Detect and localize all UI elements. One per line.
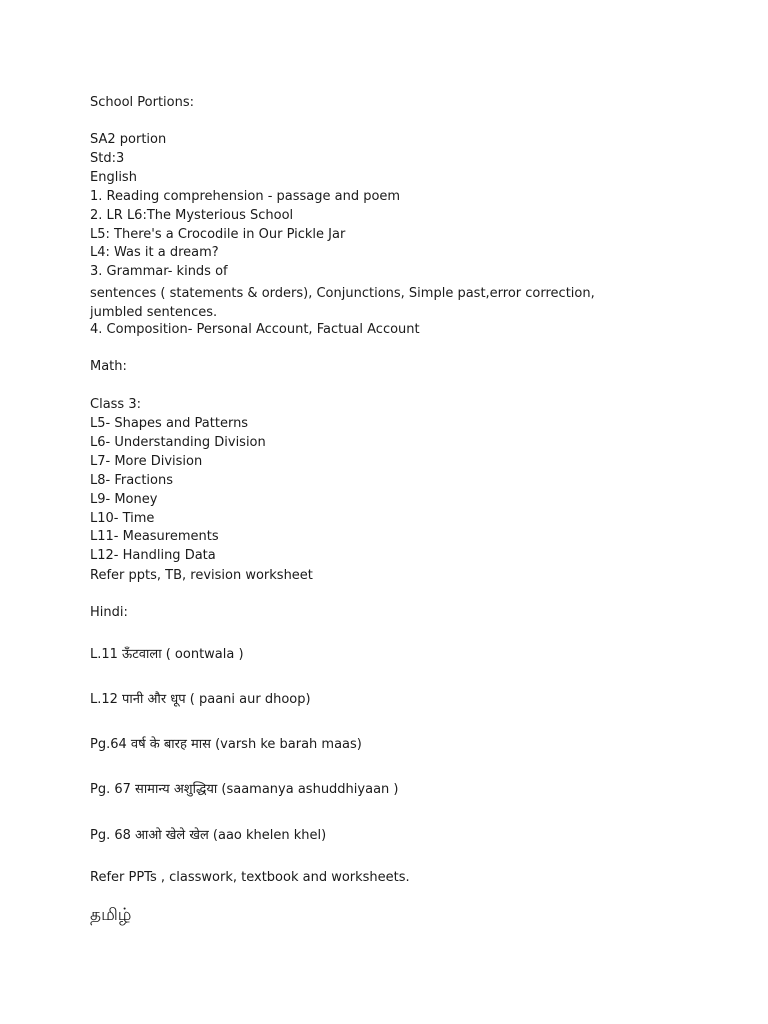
math-item: L9- Money: [90, 492, 158, 507]
page-heading: School Portions:: [90, 95, 195, 110]
english-heading: English: [90, 170, 137, 185]
hindi-note: Refer PPTs , classwork, textbook and worksheets.: [90, 870, 410, 885]
english-item: 4. Composition- Personal Account, Factual Account: [90, 322, 420, 337]
math-class-label: Class 3:: [90, 397, 141, 412]
english-item: 1. Reading comprehension - passage and poem: [90, 189, 401, 204]
english-item: L4: Was it a dream?: [90, 245, 219, 260]
portion-title: SA2 portion: [90, 132, 167, 147]
english-item: L5: There's a Crocodile in Our Pickle Jar: [90, 227, 346, 242]
hindi-item: L.11 ऊँटवाला ( oontwala ): [90, 647, 244, 662]
std-label: Std:3: [90, 151, 125, 166]
hindi-heading: Hindi:: [90, 605, 128, 620]
math-item: L5- Shapes and Patterns: [90, 416, 249, 431]
math-item: L12- Handling Data: [90, 548, 216, 563]
hindi-item: Pg. 67 सामान्य अशुद्धिया (saamanya ashuddhiyaan ): [90, 782, 399, 797]
math-item: L7- More Division: [90, 454, 203, 469]
math-heading: Math:: [90, 359, 127, 374]
math-note: Refer ppts, TB, revision worksheet: [90, 568, 313, 583]
hindi-item: Pg.64 वर्ष के बारह मास (varsh ke barah maas): [90, 737, 362, 752]
english-item: sentences ( statements & orders), Conjunctions, Simple past,error correction, jumbled sentences.: [90, 286, 595, 320]
math-item: L8- Fractions: [90, 473, 174, 488]
math-item: L6- Understanding Division: [90, 435, 266, 450]
english-item: 3. Grammar- kinds of: [90, 264, 228, 279]
tamil-heading: தமிழ்: [90, 905, 132, 925]
english-item: 2. LR L6:The Mysterious School: [90, 208, 294, 223]
hindi-item: L.12 पानी और धूप ( paani aur dhoop): [90, 692, 311, 707]
math-item: L11- Measurements: [90, 529, 219, 544]
math-item: L10- Time: [90, 511, 155, 526]
hindi-item: Pg. 68 आओ खेले खेल (aao khelen khel): [90, 828, 327, 843]
